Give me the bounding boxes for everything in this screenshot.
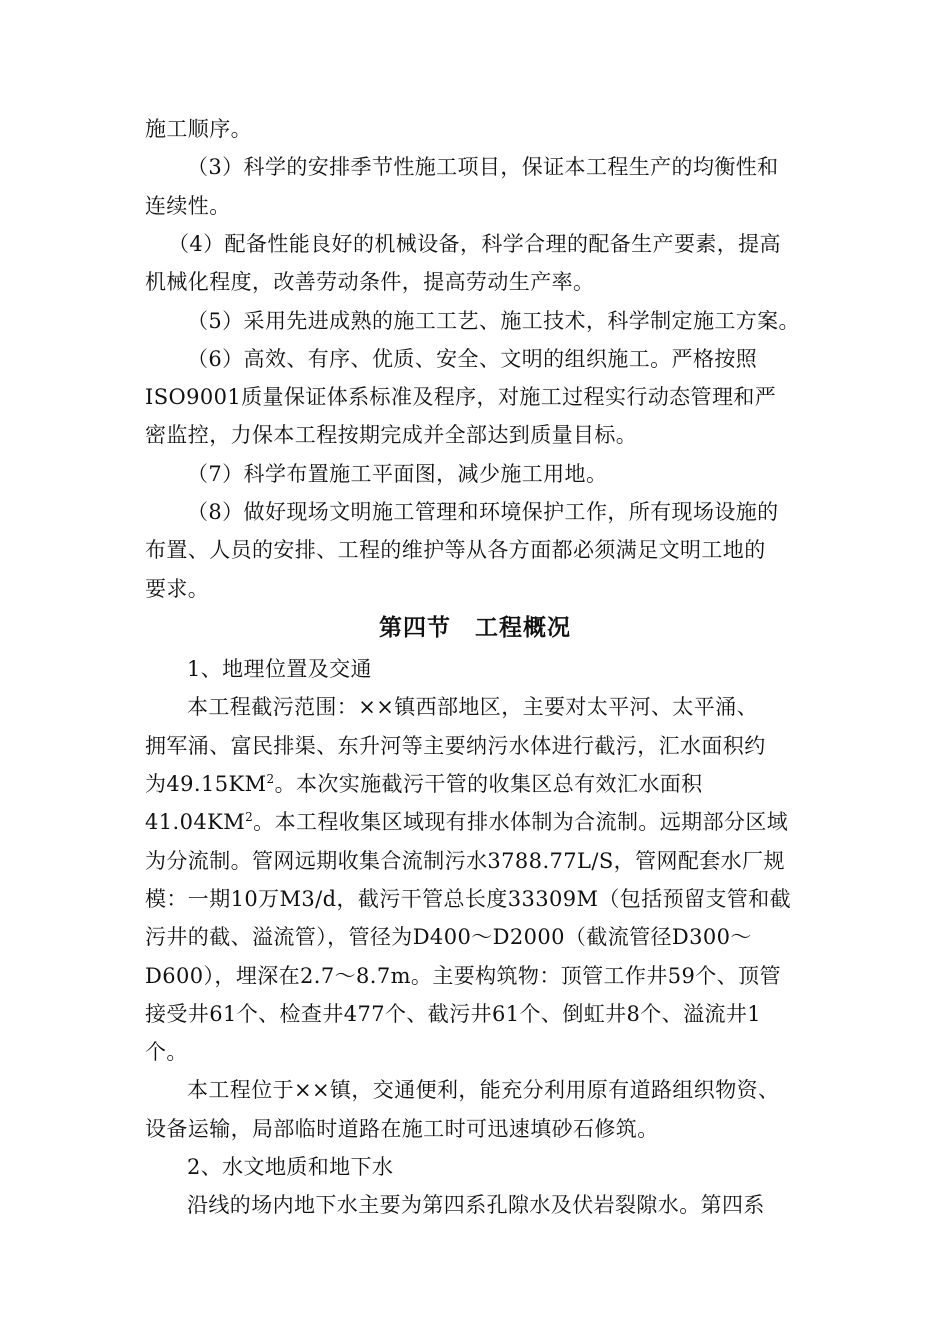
paragraph-line: ISO9001质量保证体系标准及程序，对施工过程实行动态管理和严 — [145, 385, 777, 409]
paragraph-line: 要求。 — [145, 577, 210, 601]
paragraph-line: 密监控，力保本工程按期完成并全部达到质量目标。 — [145, 423, 638, 447]
paragraph-line: （3）科学的安排季节性施工项目，保证本工程生产的均衡性和 — [187, 155, 779, 179]
paragraph-line: （7）科学布置施工平面图，减少施工用地。 — [187, 462, 608, 486]
text-span: 。本工程收集区域现有排水体制为合流制。远期部分区域 — [253, 810, 789, 834]
paragraph-line: （8）做好现场文明施工管理和环境保护工作，所有现场设施的 — [187, 500, 779, 524]
paragraph-line: 连续性。 — [145, 194, 231, 218]
paragraph-line: D600），埋深在2.7～8.7m。主要构筑物：顶管工作井59个、顶管 — [145, 964, 781, 988]
superscript: 2 — [266, 772, 275, 786]
paragraph-line: 拥军涌、富民排渠、东升河等主要纳污水体进行截污，汇水面积约 — [145, 734, 766, 758]
paragraph-line: 污井的截、溢流管），管径为D400～D2000（截流管径D300～ — [145, 925, 752, 949]
paragraph-line: 设备运输，局部临时道路在施工时可迅速填砂石修筑。 — [145, 1117, 659, 1141]
paragraph-line: 施工顺序。 — [145, 117, 252, 141]
paragraph-line: （5）采用先进成熟的施工工艺、施工技术，科学制定施工方案。 — [187, 309, 800, 333]
paragraph-line: 沿线的场内地下水主要为第四系孔隙水及伏岩裂隙水。第四系 — [187, 1193, 765, 1217]
paragraph-line — [145, 803, 788, 841]
paragraph-line: （4）配备性能良好的机械设备，科学合理的配备生产要素，提高 — [168, 232, 781, 256]
superscript: 2 — [245, 810, 254, 824]
paragraph-line: 本工程截污范围：××镇西部地区，主要对太平河、太平涌、 — [187, 695, 758, 719]
paragraph-line: 本工程位于××镇，交通便利，能充分利用原有道路组织物资、 — [187, 1078, 780, 1102]
area-value: 41.04KM — [145, 810, 246, 834]
paragraph-line: （6）高效、有序、优质、安全、文明的组织施工。严格按照 — [187, 347, 758, 371]
paragraph-line — [145, 765, 703, 803]
section-heading: 第四节 工程概况 — [379, 615, 571, 641]
paragraph-line: 布置、人员的安排、工程的维护等从各方面都必须满足文明工地的 — [145, 538, 766, 562]
paragraph-line: 机械化程度，改善劳动条件，提高劳动生产率。 — [145, 270, 595, 294]
paragraph-line: 模：一期10万M3/d，截污干管总长度33309M（包括预留支管和截 — [145, 887, 792, 911]
area-value: 为49.15KM — [145, 772, 267, 796]
subsection-title: 1、地理位置及交通 — [187, 657, 372, 681]
paragraph-line: 接受井61个、检查井477个、截污井61个、倒虹井8个、溢流井1 — [145, 1002, 762, 1026]
paragraph-line: 个。 — [145, 1040, 188, 1064]
paragraph-line: 为分流制。管网远期收集合流制污水3788.77L/S，管网配套水厂规 — [145, 849, 785, 873]
subsection-title: 2、水文地质和地下水 — [187, 1155, 394, 1179]
text-span: 。本次实施截污干管的收集区总有效汇水面积 — [274, 772, 703, 796]
